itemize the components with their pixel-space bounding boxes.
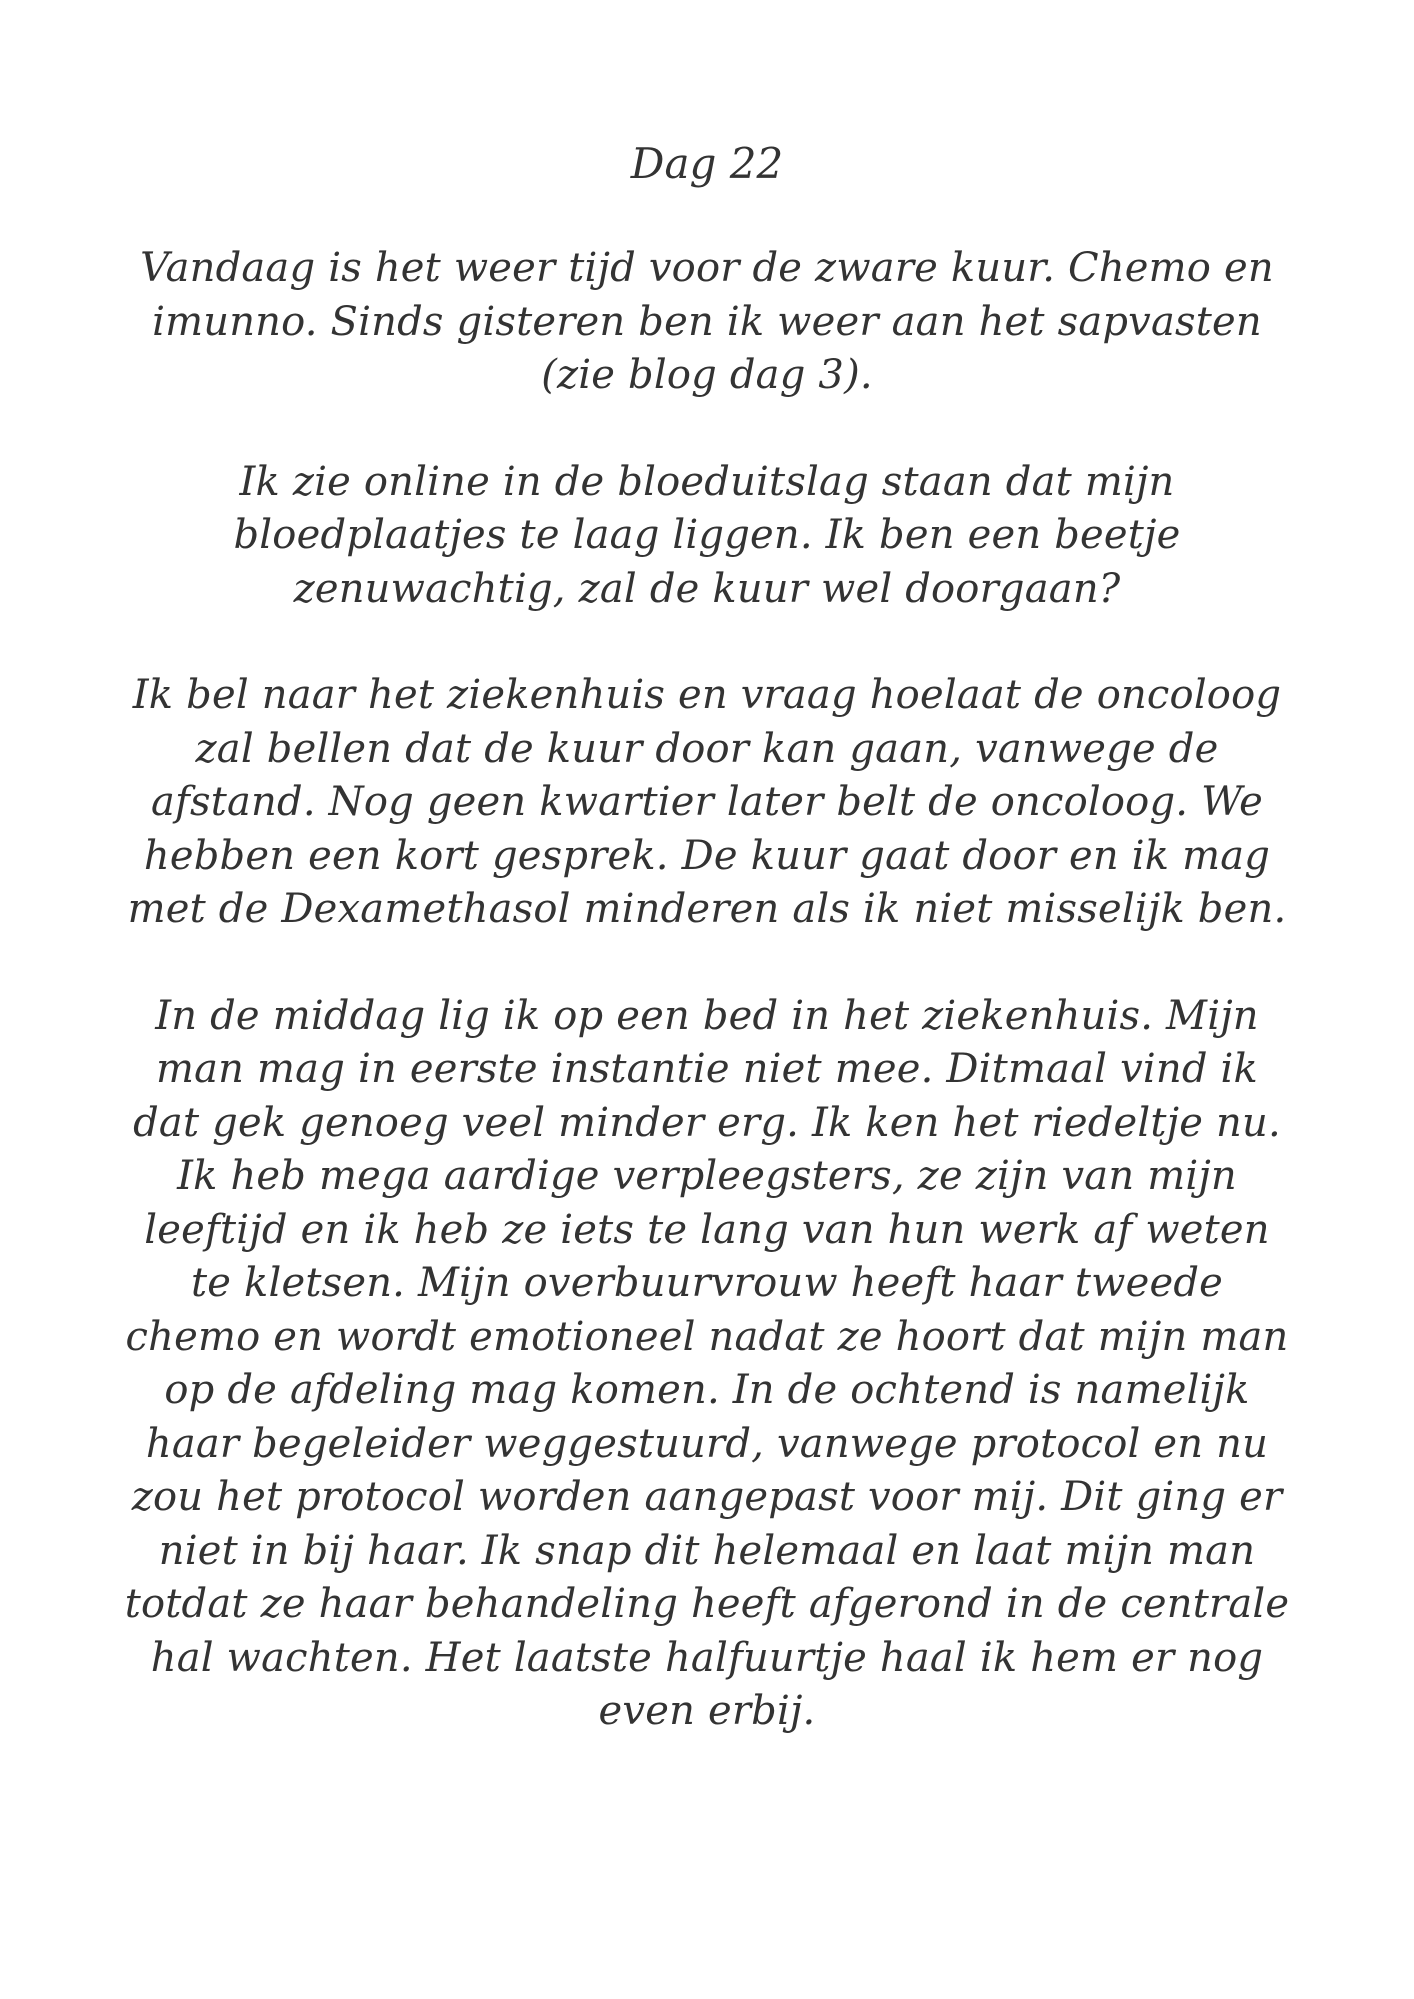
paragraph [118, 242, 1296, 403]
text-line: Ik heb mega aardige verpleegsters, ze zijn van mijn [177, 1153, 1237, 1199]
text-line: Ik bel naar het ziekenhuis en vraag hoelaat de oncoloog [132, 672, 1282, 718]
text-line: totdat ze haar behandeling heeft afgerond in de centrale [124, 1581, 1290, 1627]
text-line: imunno. Sinds gisteren ben ik weer aan het sapvasten [152, 298, 1262, 345]
text-line: Vandaag is het weer tijd voor de zware kuur. Chemo en [140, 245, 1274, 291]
page-title: Dag 22 [630, 139, 784, 188]
text-line: bloedplaatjes te laag liggen. Ik ben een beetje [233, 512, 1181, 558]
text-line: haar begeleider weggestuurd, vanwege protocol en nu [145, 1420, 1269, 1467]
paragraph [118, 669, 1296, 937]
text-line: zal bellen dat de kuur door kan gaan, vanwege de [195, 725, 1219, 772]
text-line: Ik zie online in de bloeduitslag staan dat mijn [239, 458, 1175, 505]
text-line: even erbij. [598, 1688, 816, 1734]
text-line: leeftijd en ik heb ze iets te lang van hun werk af weten [144, 1206, 1270, 1253]
text-line: In de middag lig ik op een bed in het ziekenhuis. Mijn [155, 992, 1259, 1039]
text-line: met de Dexamethasol minderen als ik niet misselijk ben. [127, 886, 1287, 932]
paragraph [118, 456, 1296, 617]
text-line: niet in bij haar. Ik snap dit helemaal en laat mijn man [158, 1527, 1256, 1574]
body-text [118, 242, 1296, 1739]
text-line: hal wachten. Het laatste halfuurtje haal ik hem er nog [150, 1634, 1264, 1681]
text-line: man mag in eerste instantie niet mee. Ditmaal vind ik [156, 1046, 1258, 1092]
text-line: hebben een kort gesprek. De kuur gaat door en ik mag [143, 832, 1271, 879]
text-line: zou het protocol worden aangepast voor mij. Dit ging er [131, 1474, 1283, 1520]
text-line: zenuwachtig, zal de kuur wel doorgaan? [293, 565, 1121, 612]
text-line: chemo en wordt emotioneel nadat ze hoort dat mijn man [125, 1313, 1289, 1360]
text-line: dat gek genoeg veel minder erg. Ik ken het riedeltje nu. [133, 1099, 1281, 1146]
text-line: op de afdeling mag komen. In de ochtend is namelijk [164, 1367, 1250, 1413]
text-line: (zie blog dag 3). [541, 352, 873, 398]
text-line: te kletsen. Mijn overbuurvrouw heeft haar tweede [190, 1260, 1224, 1306]
document-content [118, 138, 1296, 1739]
paragraph [118, 990, 1296, 1739]
text-line: afstand. Nog geen kwartier later belt de oncoloog. We [150, 779, 1264, 825]
